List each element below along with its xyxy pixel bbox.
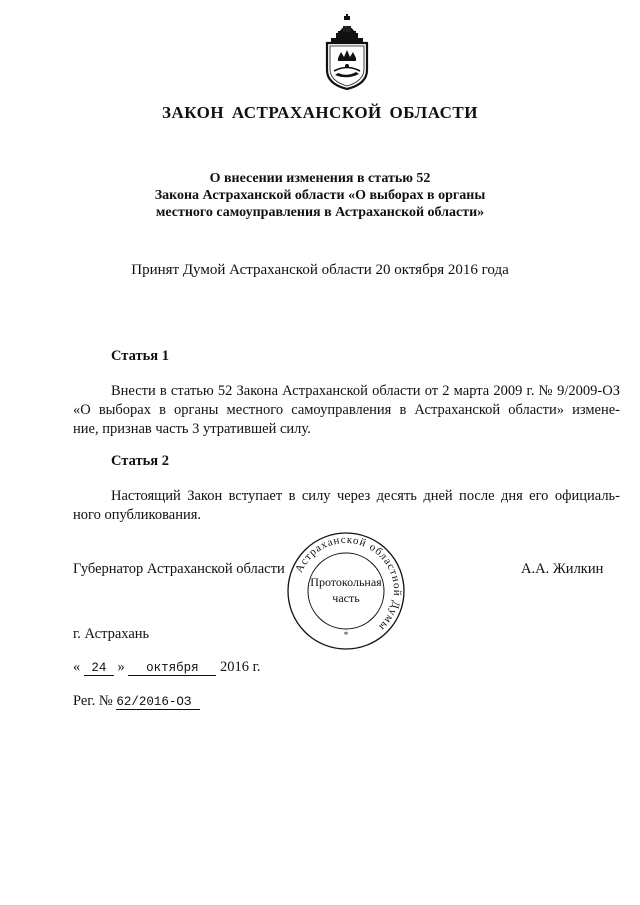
article-1-line: ние, признав часть 3 утратившей силу. xyxy=(73,421,311,437)
document-subtitle xyxy=(0,170,640,221)
stamp-star-icon: * xyxy=(343,630,349,640)
article-1-line: «О выборах в органы местного самоуправления в Астраханской области» измене- xyxy=(73,402,620,418)
coat-of-arms-icon xyxy=(321,14,373,90)
article-2-line: ного опубликования. xyxy=(73,507,202,523)
stamp-center-line: часть xyxy=(332,591,360,605)
signatory-position: Губернатор Астраханской области xyxy=(73,561,285,577)
date-day: 24 xyxy=(84,661,114,676)
adoption-statement: Принят Думой Астраханской области 20 октября 2016 года xyxy=(131,262,509,278)
subtitle-line: местного самоуправления в Астраханской области» xyxy=(155,205,485,220)
date-open-quote: « xyxy=(73,659,81,675)
registration-value: 62/2016-ОЗ xyxy=(116,695,200,710)
article-2-heading: Статья 2 xyxy=(111,453,169,469)
registration-label: Рег. № xyxy=(73,693,113,709)
date-close-quote: » xyxy=(117,659,125,675)
city-name: г. Астрахань xyxy=(73,626,150,642)
signatory-name: А.А. Жилкин xyxy=(521,561,604,577)
article-1-text xyxy=(73,382,620,439)
subtitle-line: О внесении изменения в статью 52 xyxy=(209,171,431,186)
registration-number xyxy=(73,693,200,710)
article-1-line: Внести в статью 52 Закона Астраханской области от 2 марта 2009 г. № 9/2009-ОЗ xyxy=(111,383,620,399)
article-2-text xyxy=(73,487,620,525)
subtitle-line: Закона Астраханской области «О выборах в органы xyxy=(154,188,486,203)
stamp-center-line: Протокольная xyxy=(310,575,382,589)
signing-date xyxy=(73,659,261,676)
date-month: октября xyxy=(128,661,216,676)
official-stamp xyxy=(285,530,407,652)
article-2-line: Настоящий Закон вступает в силу через десять дней после дня его официаль- xyxy=(111,488,620,504)
document-title: ЗАКОН АСТРАХАНСКОЙ ОБЛАСТИ xyxy=(161,103,478,122)
date-year: 2016 г. xyxy=(220,659,261,675)
article-1-heading: Статья 1 xyxy=(111,348,169,364)
stamp-ring-text: Астраханской областной Думы xyxy=(293,533,404,634)
